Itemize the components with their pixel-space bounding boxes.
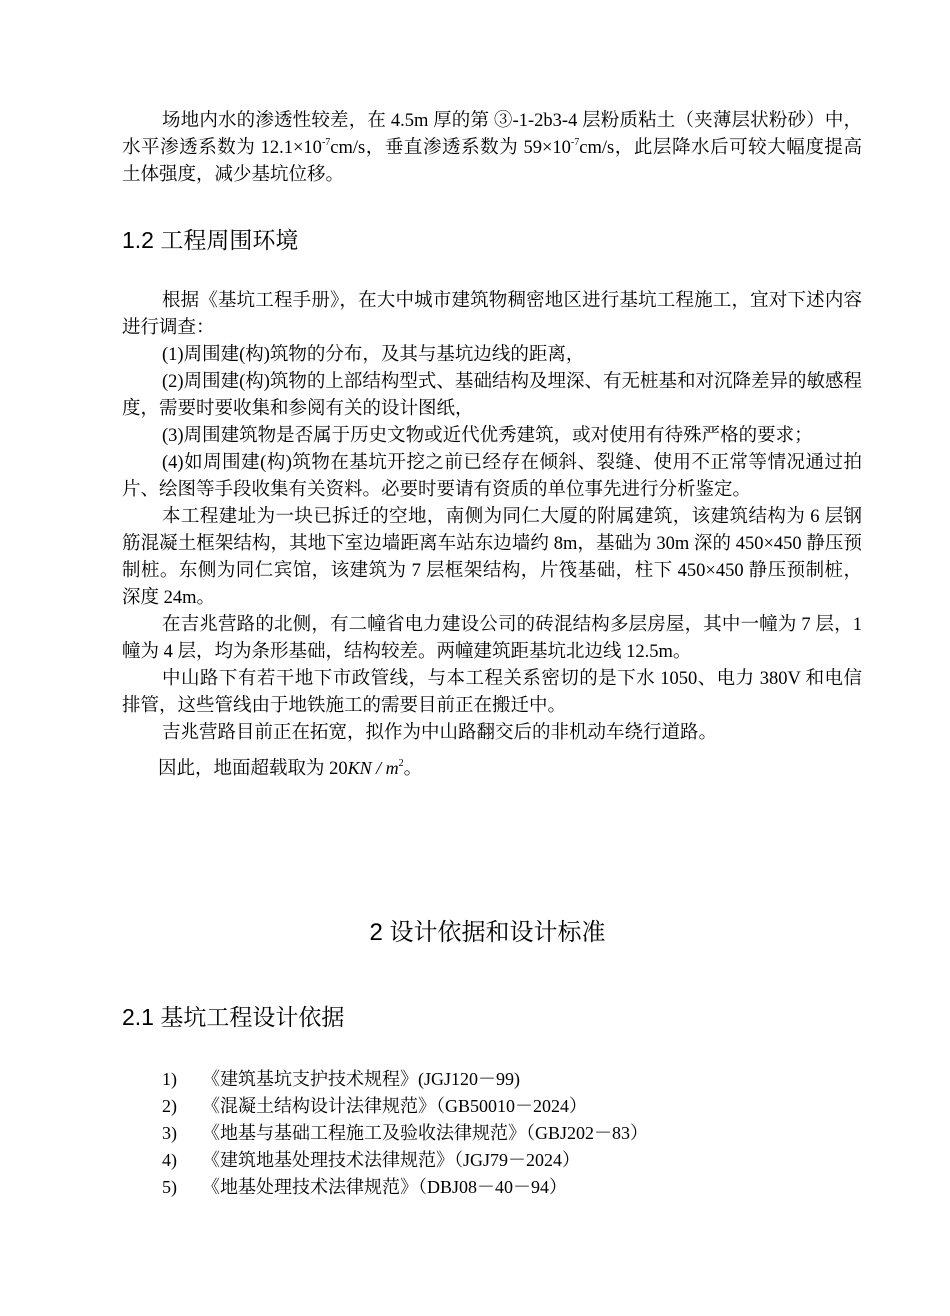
body-paragraph: 本工程建址为一块已拆迁的空地，南侧为同仁大厦的附属建筑，该建筑结构为 6 层钢筋混凝土框架结构，其地下室边墙距离车站东边墙约 8m，基础为 30m 深的 450×450 静压预制桩。东侧为同仁宾馆，该建筑为 7 层框架结构，片筏基础，柱下 450×450 静压预制桩，深度 24m。 <box>122 507 862 608</box>
body-paragraph: 在吉兆营路的北侧，有二幢省电力建设公司的砖混结构多层房屋，其中一幢为 7 层，1 幢为 4 层，均为条形基础，结构较差。两幢建筑距基坑北边线 12.5m。 <box>122 615 862 662</box>
reference-item: 1) 《建筑基坑支护技术规程》(JGJ120－99) <box>162 1069 520 1089</box>
body-paragraph: 吉兆营路目前正在拓宽，拟作为中山路翻交后的非机动车绕行道路。 <box>162 723 718 743</box>
section-heading-1-2: 1.2 工程周围环境 <box>122 227 299 253</box>
exponent: 2 <box>398 758 404 769</box>
section-1-2-body <box>122 288 862 783</box>
reference-item: 5) 《地基处理技术法律规范》（DBJ08－40－94） <box>162 1177 568 1197</box>
reference-list <box>162 1066 648 1201</box>
intro-text: 场地内水的渗透性较差，在 4.5m 厚的第 ③-1-2b3-4 层粉质粘土（夹薄层状粉砂）中，水平渗透系数为 $12.1\times 10^{-7}cm/s$，垂直渗透系数为 $59\times 10^{-7}cm/s$，此层降水后可较大幅度提高土体强度，减少基坑位移。 <box>122 111 862 185</box>
body-paragraph: 根据《基坑工程手册》，在大中城市建筑物稠密地区进行基坑工程施工，宜对下述内容进行调查： <box>122 291 862 338</box>
exponent: -7 <box>321 137 331 148</box>
intro-paragraph <box>122 108 862 189</box>
body-paragraph: (1)周围建(构)筑物的分布，及其与基坑边线的距离， <box>162 345 585 365</box>
reference-item: 3) 《地基与基础工程施工及验收法律规范》（GBJ202－83） <box>162 1123 649 1143</box>
body-paragraph: (2)周围建(构)筑物的上部结构型式、基础结构及埋深、有无桩基和对沉降差异的敏感程度，需要时要收集和参阅有关的设计图纸， <box>122 372 862 419</box>
reference-item: 4) 《建筑地基处理技术法律规范》（JGJ79－2024） <box>162 1150 581 1170</box>
chapter-heading-2: 2 设计依据和设计标准 <box>369 919 606 946</box>
body-paragraph: (3)周围建筑物是否属于历史文物或近代优秀建筑，或对使用有待殊严格的要求； <box>162 426 813 446</box>
section-heading-2-1: 2.1 基坑工程设计依据 <box>122 1004 345 1030</box>
load-paragraph: 因此，地面超载取为 $20KN / m^2$。 <box>158 758 423 779</box>
body-paragraph: (4)如周围建(构)筑物在基坑开挖之前已经存在倾斜、裂缝、使用不正常等情况通过拍片、绘图等手段收集有关资料。必要时要请有资质的单位事先进行分析鉴定。 <box>122 453 862 500</box>
exponent: -7 <box>570 137 580 148</box>
body-paragraph: 中山路下有若干地下市政管线，与本工程关系密切的是下水 1050、电力 380V 和电信排管，这些管线由于地铁施工的需要目前正在搬迁中。 <box>122 669 862 716</box>
load-unit: KN / m <box>347 758 399 778</box>
reference-item: 2) 《混凝土结构设计法律规范》（GB50010－2024） <box>162 1096 588 1116</box>
